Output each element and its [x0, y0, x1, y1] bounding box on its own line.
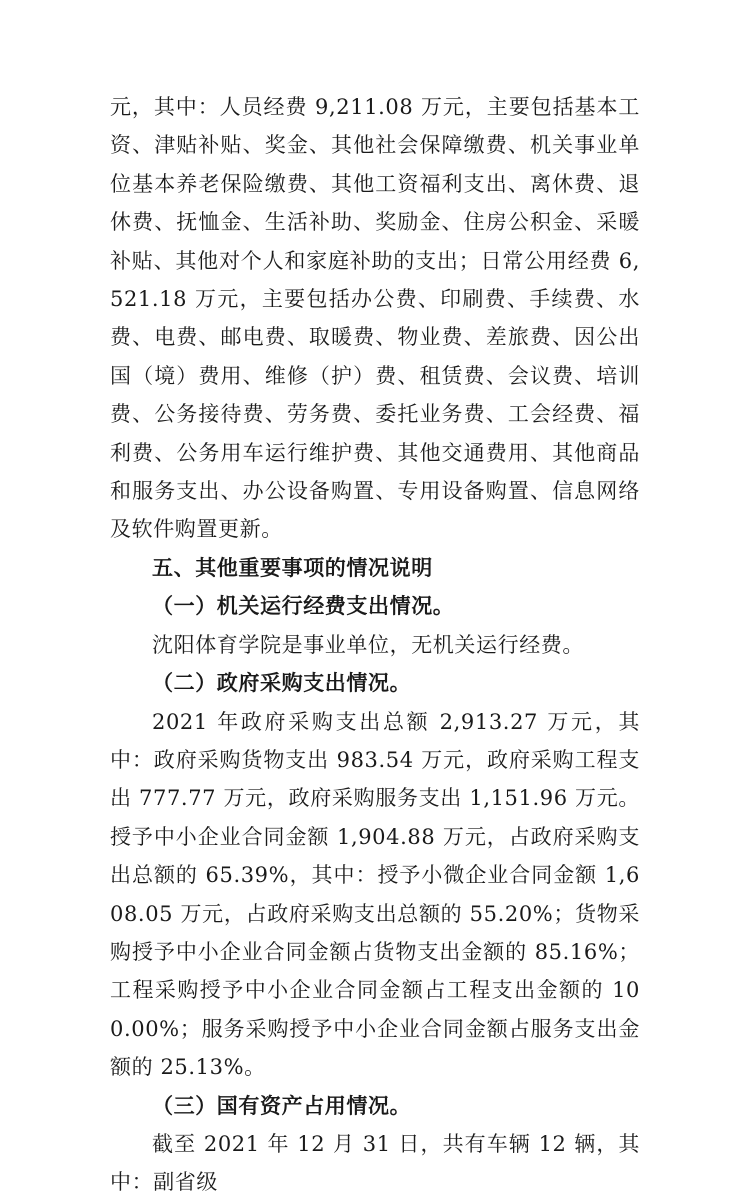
- subheading-agency-operating-costs: （一）机关运行经费支出情况。: [152, 593, 455, 619]
- section-heading-other-matters: 五、其他重要事项的情况说明: [152, 555, 433, 580]
- expenditure-paragraph: 元，其中：人员经费 9,211.08 万元，主要包括基本工资、津贴补贴、奖金、其他社会保障缴费、机关事业单位基本养老保险缴费、其他工资福利支出、离休费、退休费、抚恤金、生活补助、奖励金、住房公积金、采暖补贴、其他对个人和家庭补助的支出；日常公用经费 6,521.18 万元，主要包括办公费、印刷费、手续费、水费、电费、邮电费、取暖费、物业费、差旅费、因公出国（境）费用、维修（护）费、租赁费、会议费、培训费、公务接待费、劳务费、委托业务费、工会经费、福利费、公务用车运行维护费、其他交通费用、其他商品和服务支出、办公设备购置、专用设备购置、信息网络及软件购置更新。: [110, 95, 640, 542]
- government-procurement-text: 2021 年政府采购支出总额 2,913.27 万元，其中：政府采购货物支出 983.54 万元，政府采购工程支出 777.77 万元，政府采购服务支出 1,151.96 万元。授予中小企业合同金额 1,904.88 万元，占政府采购支出总额的 65.39%，其中：授予小微企业合同金额 1,608.05 万元，占政府采购支出总额的 55.20%；货物采购授予中小企业合同金额占货物支出金额的 85.16%；工程采购授予中小企业合同金额占工程支出金额的 100.00%；服务采购授予中小企业合同金额占服务支出金额的 25.13%。: [110, 709, 640, 1080]
- agency-operating-costs-text: 沈阳体育学院是事业单位，无机关运行经费。: [152, 632, 584, 657]
- subheading-state-assets: （三）国有资产占用情况。: [152, 1092, 412, 1118]
- subheading-government-procurement: （二）政府采购支出情况。: [152, 670, 412, 696]
- state-assets-text: 截至 2021 年 12 月 31 日，共有车辆 12 辆，其中：副省级: [110, 1131, 640, 1195]
